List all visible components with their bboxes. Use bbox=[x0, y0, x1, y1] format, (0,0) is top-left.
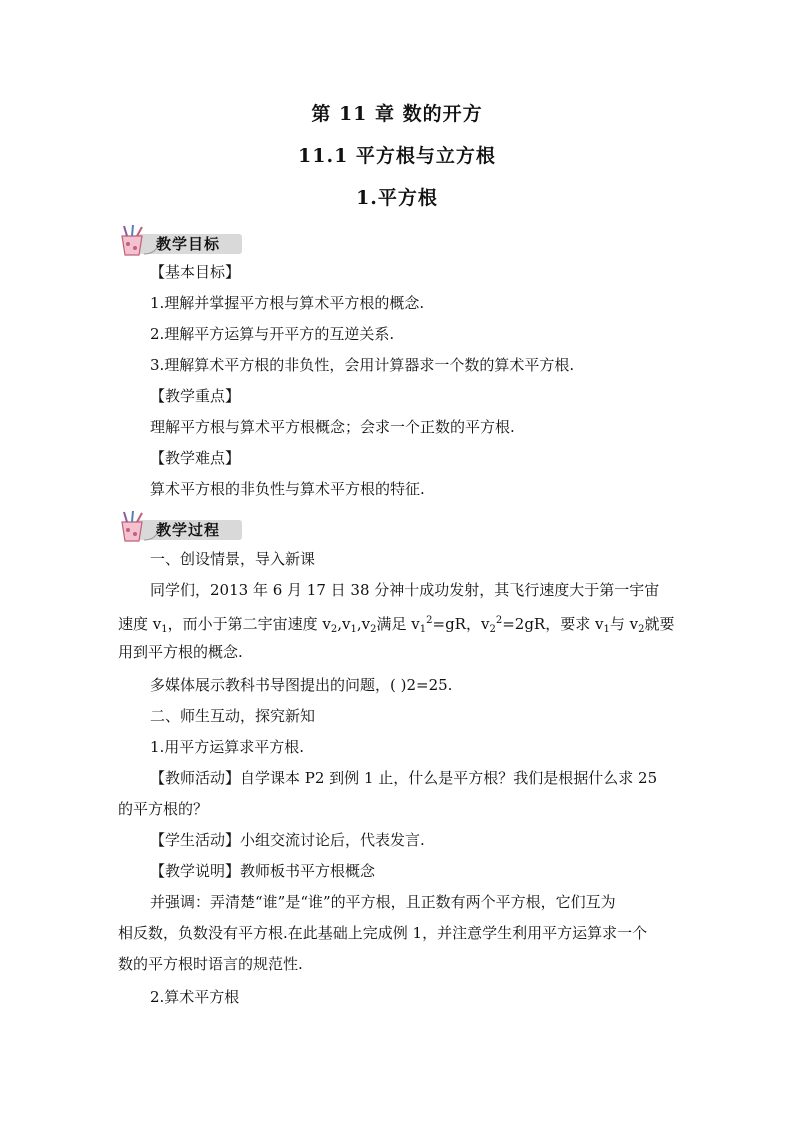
emphasis-line: 相反数，负数没有平方根.在此基础上完成例 1，并注意学生利用平方运算求一个 bbox=[118, 924, 648, 942]
basic-goal-item: 1.理解并掌握平方根与算术平方根的概念. bbox=[150, 294, 425, 312]
multimedia-question: 多媒体展示教科书导图提出的问题，( )2=25. bbox=[150, 676, 453, 694]
pencil-cup-icon bbox=[116, 510, 160, 544]
difficulty-heading: 【教学难点】 bbox=[150, 449, 241, 467]
intro-paragraph-line: 用到平方根的概念. bbox=[118, 643, 243, 661]
item-heading: 1.用平方运算求平方根. bbox=[150, 738, 305, 756]
key-point-text: 理解平方根与算术平方根概念；会求一个正数的平方根. bbox=[150, 418, 515, 436]
section-title: 11.1 平方根与立方根 bbox=[298, 145, 496, 167]
basic-goal-item: 2.理解平方运算与开平方的互逆关系. bbox=[150, 325, 395, 343]
banner-label: 教学过程 bbox=[156, 521, 221, 539]
step1-heading: 一、创设情景，导入新课 bbox=[150, 550, 316, 568]
chapter-title: 第 11 章 数的开方 bbox=[311, 103, 483, 125]
basic-goal-heading: 【基本目标】 bbox=[150, 263, 241, 281]
difficulty-text: 算术平方根的非负性与算术平方根的特征. bbox=[150, 480, 425, 498]
teaching-process-banner bbox=[116, 510, 246, 544]
student-activity: 【学生活动】小组交流讨论后，代表发言. bbox=[150, 831, 425, 849]
banner-label: 教学目标 bbox=[156, 235, 221, 253]
teacher-activity-line: 的平方根的？ bbox=[118, 800, 209, 818]
intro-paragraph-line: 同学们，2013 年 6 月 17 日 38 分神十成功发射，其飞行速度大于第一宇宙 bbox=[150, 581, 660, 599]
teaching-goals-banner bbox=[116, 224, 246, 258]
pencil-cup-icon bbox=[116, 224, 160, 258]
step2-heading: 二、师生互动，探究新知 bbox=[150, 707, 316, 725]
subsection-title: 1.平方根 bbox=[356, 187, 438, 209]
teacher-activity-line: 【教师活动】自学课本 P2 到例 1 止，什么是平方根？我们是根据什么求 25 bbox=[150, 769, 658, 787]
key-point-heading: 【教学重点】 bbox=[150, 387, 241, 405]
teaching-note: 【教学说明】教师板书平方根概念 bbox=[150, 862, 376, 880]
emphasis-line: 数的平方根时语言的规范性. bbox=[118, 955, 303, 973]
emphasis-line: 并强调：弄清楚“谁”是“谁”的平方根，且正数有两个平方根，它们互为 bbox=[150, 893, 616, 911]
intro-paragraph-line: 速度 $v_1$，而小于第二宇宙速度 $v_2,v_1,v_2$满足 $v_1^2=gR$，$v_2^2=2gR$，要求 $v_1$与 $v_2$就要 bbox=[118, 615, 675, 635]
basic-goal-item: 3.理解算术平方根的非负性，会用计算器求一个数的算术平方根. bbox=[150, 356, 575, 374]
item-heading: 2.算术平方根 bbox=[150, 988, 240, 1006]
